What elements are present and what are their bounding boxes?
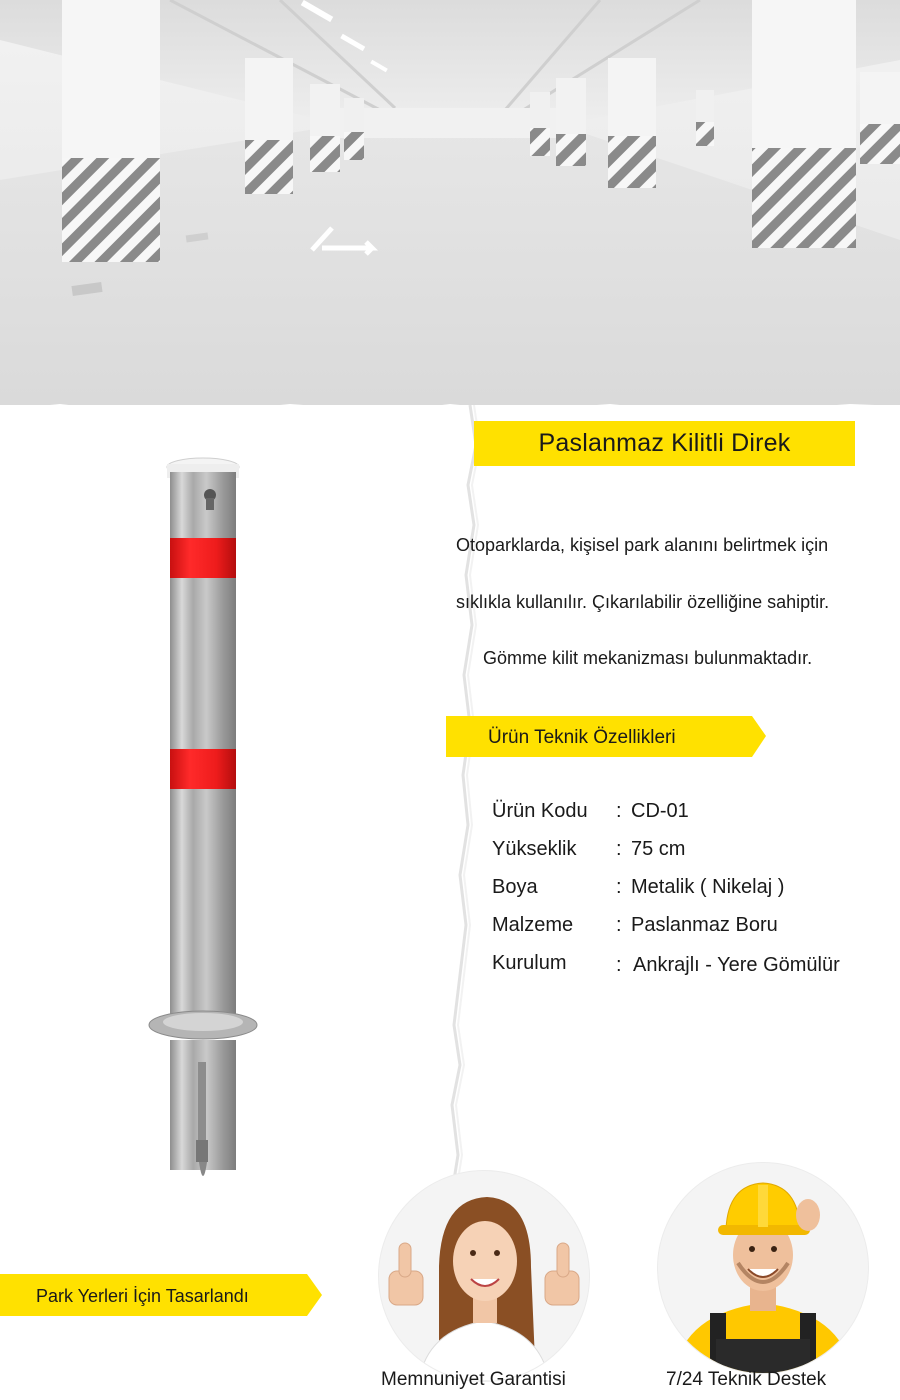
spec-separator: : — [616, 876, 622, 898]
spec-value: CD-01 — [631, 800, 689, 822]
reflective-band-bottom — [170, 749, 236, 789]
spec-separator: : — [616, 914, 622, 936]
satisfaction-circle — [378, 1170, 590, 1382]
spec-value: Metalik ( Nikelaj ) — [631, 876, 785, 898]
thumbs-up-woman-icon — [379, 1171, 589, 1381]
hard-hat-worker-icon — [658, 1163, 868, 1373]
spec-value: Ankrajlı - Yere Gömülür — [633, 954, 840, 976]
hero-parking-garage-image — [0, 0, 900, 405]
reflective-band-top — [170, 538, 236, 578]
satisfaction-caption: Memnuniyet Garantisi — [381, 1369, 566, 1390]
designed-for-parking-banner — [0, 1274, 322, 1316]
description-line-1: Otoparklarda, kişisel park alanını belirtmek için — [456, 535, 829, 555]
designed-for-parking-text: Park Yerleri İçin Tasarlandı — [36, 1286, 249, 1306]
spec-label: Kurulum — [492, 952, 567, 974]
spec-value: 75 cm — [631, 838, 686, 860]
description-line-2: sıklıkla kullanılır. Çıkarılabilir özelliğine sahiptir. — [456, 592, 830, 612]
stainless-bollard-image — [140, 450, 260, 1195]
description-line-3: Gömme kilit mekanizması bulunmaktadır. — [483, 648, 813, 668]
tech-support-circle — [657, 1162, 869, 1374]
specs-heading: Ürün Teknik Özellikleri — [488, 727, 676, 748]
spec-separator: : — [616, 954, 622, 976]
spec-separator: : — [616, 800, 622, 822]
spec-separator: : — [616, 838, 622, 860]
parking-garage-illustration — [0, 0, 900, 405]
tech-support-caption: 7/24 Teknik Destek — [666, 1369, 827, 1390]
spec-label: Malzeme — [492, 914, 574, 936]
specs-heading-banner — [446, 716, 766, 757]
product-title: Paslanmaz Kilitli Direk — [538, 429, 791, 457]
spec-value: Paslanmaz Boru — [631, 914, 778, 936]
spec-label: Ürün Kodu — [492, 800, 588, 822]
spec-label: Yükseklik — [492, 838, 577, 860]
product-title-banner — [474, 421, 855, 466]
spec-label: Boya — [492, 876, 538, 898]
